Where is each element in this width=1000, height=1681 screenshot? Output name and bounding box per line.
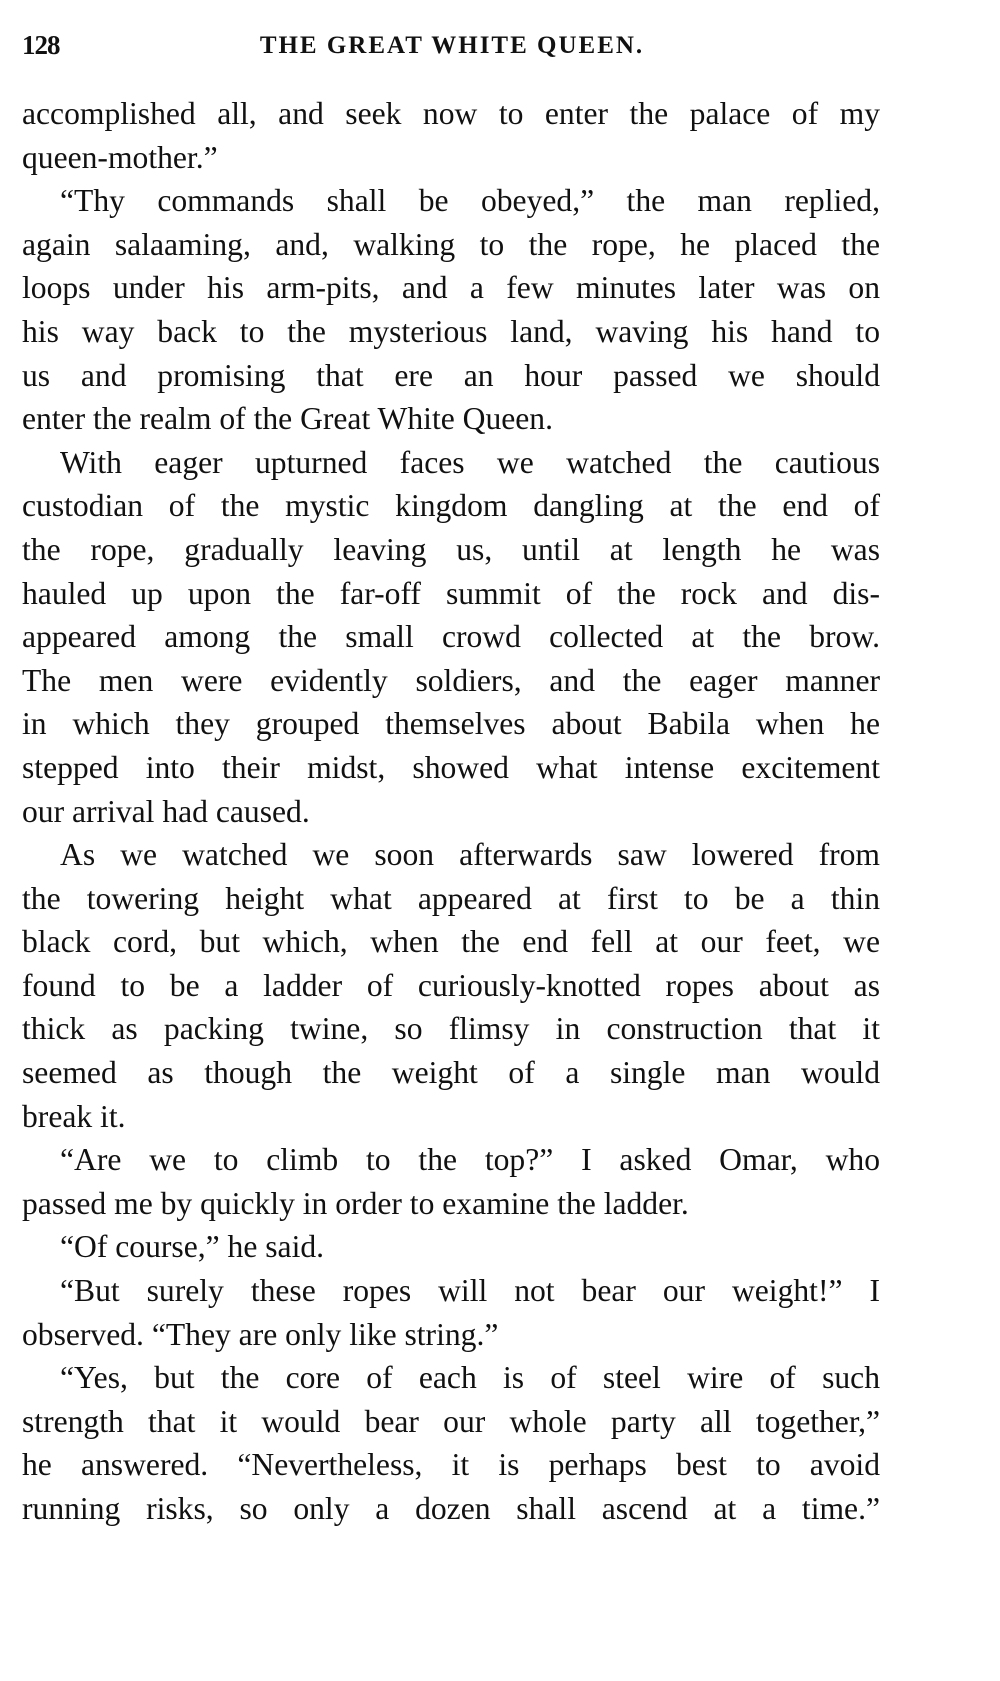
page-header <box>22 30 882 70</box>
text-line: running risks, so only a dozen shall ascend at a time.” <box>22 1491 880 1526</box>
paragraph <box>22 1313 880 1357</box>
paragraph <box>22 484 880 528</box>
paragraph <box>22 528 880 572</box>
paragraph <box>22 615 880 659</box>
text-line: appeared among the small crowd collected at the brow. <box>22 619 880 655</box>
text-line: “Of course,” he said. <box>60 1229 325 1265</box>
text-line: custodian of the mystic kingdom dangling at the end of <box>22 488 880 524</box>
text-line: “Thy commands shall be obeyed,” the man replied, <box>60 183 880 219</box>
paragraph <box>22 1269 880 1313</box>
text-line: thick as packing twine, so flimsy in construction that it <box>22 1011 880 1047</box>
paragraph <box>22 877 880 921</box>
paragraph <box>22 1400 880 1444</box>
text-line: passed me by quickly in order to examine the ladder. <box>22 1185 689 1221</box>
paragraph <box>22 354 880 398</box>
paragraph <box>22 136 880 180</box>
text-line: found to be a ladder of curiously-knotted ropes about as <box>22 967 880 1003</box>
text-line: break it. <box>22 1098 126 1134</box>
paragraph <box>22 179 880 223</box>
text-line: strength that it would bear our whole party all together,” <box>22 1403 880 1439</box>
text-line: black cord, but which, when the end fell at our feet, we <box>22 924 880 960</box>
paragraph <box>22 572 880 616</box>
paragraph <box>22 1443 880 1487</box>
paragraph <box>22 659 880 703</box>
paragraph <box>22 1225 880 1269</box>
paragraph <box>22 1182 880 1226</box>
text-line: in which they grouped themselves about Babila when he <box>22 706 880 742</box>
text-line: queen-mother.” <box>22 139 218 175</box>
paragraph <box>22 1095 880 1139</box>
text-line: his way back to the mysterious land, waving his hand to <box>22 313 880 349</box>
paragraph <box>22 92 880 136</box>
text-line: The men were evidently soldiers, and the eager manner <box>22 662 880 698</box>
text-line: “Are we to climb to the top?” I asked Omar, who <box>60 1142 880 1178</box>
text-line: us and promising that ere an hour passed we should <box>22 357 880 393</box>
text-line: loops under his arm-pits, and a few minutes later was on <box>22 270 880 306</box>
text-line: “But surely these ropes will not bear our weight!” I <box>60 1273 880 1309</box>
text-line: enter the realm of the Great White Queen. <box>22 401 554 437</box>
paragraph <box>22 1051 880 1095</box>
paragraph <box>22 397 880 441</box>
running-title: THE GREAT WHITE QUEEN. <box>259 32 645 59</box>
text-line: our arrival had caused. <box>22 793 310 829</box>
text-line: again salaaming, and, walking to the rope, he placed the <box>22 226 880 262</box>
paragraph <box>22 441 880 485</box>
paragraph <box>22 833 880 877</box>
paragraph <box>22 1138 880 1182</box>
text-line: he answered. “Nevertheless, it is perhaps best to avoid <box>22 1447 880 1483</box>
paragraph <box>22 1007 880 1051</box>
paragraph <box>22 223 880 267</box>
paragraph <box>22 702 880 746</box>
text-line: accomplished all, and seek now to enter the palace of my <box>22 96 880 131</box>
paragraph <box>22 964 880 1008</box>
paragraph <box>22 310 880 354</box>
text-line: With eager upturned faces we watched the cautious <box>60 444 880 480</box>
paragraph <box>22 920 880 964</box>
body-text <box>22 92 880 1531</box>
text-line: the towering height what appeared at first to be a thin <box>22 880 880 916</box>
text-line: seemed as though the weight of a single man would <box>22 1055 880 1091</box>
text-line: As we watched we soon afterwards saw lowered from <box>60 837 880 873</box>
paragraph <box>22 266 880 310</box>
paragraph <box>22 790 880 834</box>
paragraph <box>22 1356 880 1400</box>
text-line: the rope, gradually leaving us, until at length he was <box>22 531 880 567</box>
text-line: stepped into their midst, showed what intense excitement <box>22 749 880 785</box>
paragraph <box>22 746 880 790</box>
text-line: hauled up upon the far-off summit of the rock and dis- <box>22 575 880 611</box>
text-line: “Yes, but the core of each is of steel wire of such <box>60 1360 880 1396</box>
page-number: 128 <box>22 30 60 60</box>
text-line: observed. “They are only like string.” <box>22 1316 499 1352</box>
paragraph <box>22 1487 880 1531</box>
